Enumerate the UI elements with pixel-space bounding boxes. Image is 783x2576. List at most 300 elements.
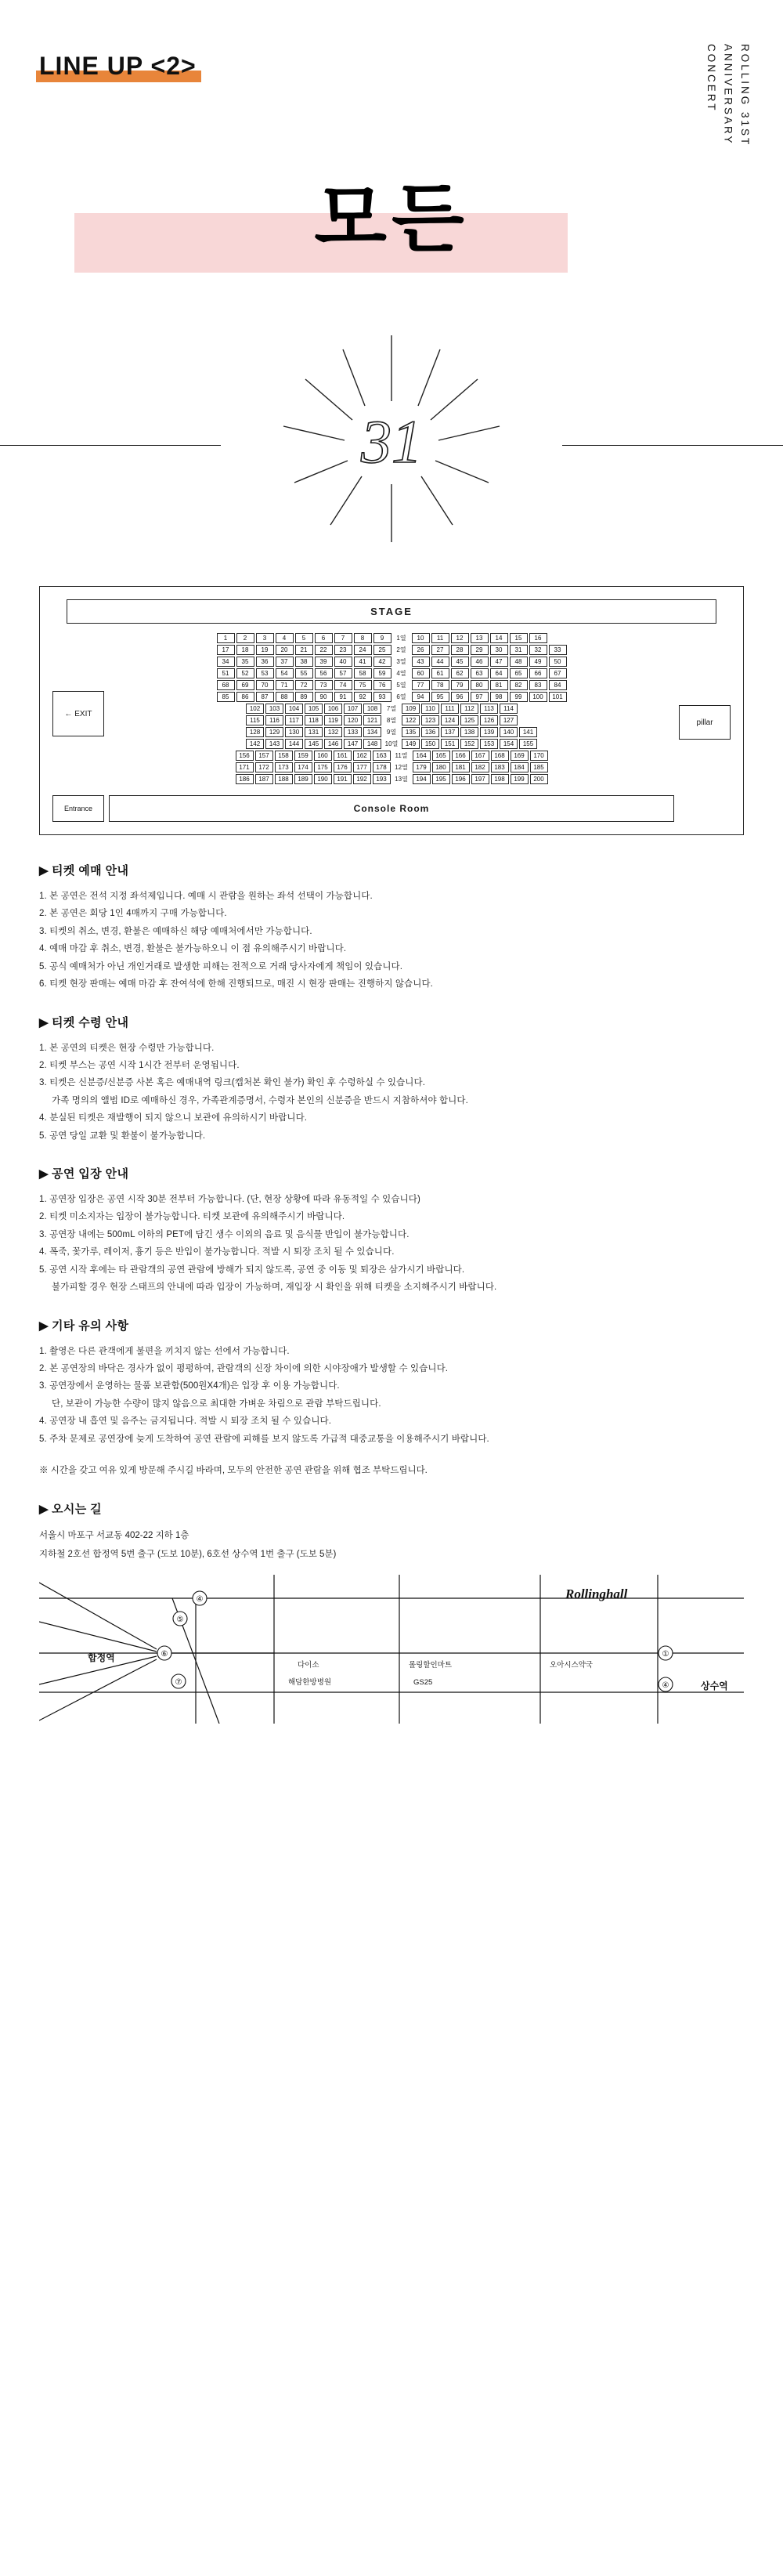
seat[interactable]: 136 [421,727,439,737]
row-label: 13열 [395,776,408,783]
section-entry-guide [39,1165,744,1297]
seat[interactable]: 148 [363,739,381,749]
seat[interactable]: 128 [246,727,264,737]
section-directions [39,1500,744,1564]
seat[interactable]: 197 [471,774,489,784]
seat[interactable]: 164 [413,751,431,761]
list-item: 3. 공연장에서 운영하는 물품 보관함(500원X4개)은 입장 후 이용 가능합니다. [39,1381,340,1391]
seat[interactable]: 157 [255,751,273,761]
seat[interactable]: 46 [471,657,489,667]
seat[interactable]: 194 [413,774,431,784]
list-item: 단, 보관이 가능한 수량이 많지 않음으로 최대한 가벼운 차림으로 관람 부탁드립니다. [52,1398,381,1409]
seat[interactable]: 163 [373,751,391,761]
seat[interactable]: 127 [500,715,518,725]
seat[interactable]: 122 [402,715,420,725]
seat[interactable]: 70 [256,680,274,690]
seat[interactable]: 40 [334,657,352,667]
seat[interactable]: 16 [529,633,547,643]
list-item: 5. 주차 문제로 공연장에 늦게 도착하여 공연 관람에 피해를 보지 않도록 가급적 대중교통을 이용해주시기 바랍니다. [39,1434,489,1444]
svg-text:④: ④ [196,1594,204,1604]
row-label: 10열 [384,740,399,747]
seat[interactable]: 49 [529,657,547,667]
table-row [109,739,674,749]
seat[interactable]: 183 [491,762,509,772]
list-item: 3. 공연장 내에는 500mL 이하의 PET에 담긴 생수 이외의 음료 및 음식물 반입이 불가능합니다. [39,1229,410,1239]
seat[interactable]: 91 [334,692,352,702]
seat[interactable]: 6 [315,633,333,643]
seat[interactable]: 108 [363,704,381,714]
seat[interactable]: 99 [510,692,528,702]
triangle-right-icon: ▶ [39,1319,49,1333]
seat[interactable]: 79 [451,680,469,690]
page-title: 모든 [314,177,469,261]
section-heading-text: 티켓 예매 안내 [51,864,129,877]
seat[interactable]: 152 [460,739,478,749]
seat[interactable]: 37 [276,657,294,667]
seat[interactable]: 109 [402,704,420,714]
vertical-concert-title [702,44,753,185]
seat[interactable]: 124 [441,715,459,725]
seat[interactable]: 120 [344,715,362,725]
list-item: 3. 티켓의 취소, 변경, 환불은 예매하신 해당 예매처에서만 가능합니다. [39,926,312,936]
svg-text:⑤: ⑤ [176,1615,184,1624]
seat[interactable]: 62 [451,668,469,678]
seat[interactable]: 133 [344,727,362,737]
svg-text:⑥: ⑥ [161,1649,168,1659]
list-item: 1. 본 공연은 전석 지정 좌석제입니다. 예매 시 관람을 원하는 좌석 선택이 가능합니다. [39,892,373,901]
seat[interactable]: 193 [373,774,391,784]
seat[interactable]: 82 [510,680,528,690]
seat[interactable]: 60 [412,668,430,678]
seat[interactable]: 54 [276,668,294,678]
row-label: 3열 [396,658,406,665]
seat[interactable]: 65 [510,668,528,678]
seat[interactable]: 24 [354,645,372,655]
section-ticket-booking [39,862,744,993]
seat[interactable]: 35 [236,657,254,667]
seat[interactable]: 77 [412,680,430,690]
seat[interactable]: 97 [471,692,489,702]
row-label: 5열 [396,682,406,689]
seat[interactable]: 119 [324,715,342,725]
seat[interactable]: 43 [412,657,430,667]
seat[interactable]: 36 [256,657,274,667]
transit-line: 지하철 2호선 합정역 5번 출구 (도보 10분), 6호선 상수역 1번 출구 (도보 5분) [39,1549,337,1559]
seat[interactable]: 118 [305,715,323,725]
section-other-notes [39,1317,744,1449]
seat[interactable]: 175 [314,762,332,772]
seat[interactable]: 87 [256,692,274,702]
seat[interactable]: 158 [275,751,293,761]
row-label: 6열 [396,693,406,700]
seat[interactable]: 102 [246,704,264,714]
seat[interactable]: 81 [490,680,508,690]
seat[interactable]: 74 [334,680,352,690]
triangle-right-icon: ▶ [39,1502,49,1516]
seat[interactable]: 185 [530,762,548,772]
list-item: 1. 본 공연의 티켓은 현장 수령만 가능합니다. [39,1043,215,1053]
seat[interactable]: 115 [246,715,264,725]
row-label: 7열 [386,705,397,712]
seat[interactable]: 103 [265,704,283,714]
seat[interactable]: 50 [549,657,567,667]
seat[interactable]: 135 [402,727,420,737]
seat[interactable]: 10 [412,633,430,643]
svg-text:합정역: 합정역 [88,1652,115,1663]
seat[interactable]: 117 [285,715,303,725]
seat[interactable]: 55 [295,668,313,678]
seat[interactable]: 156 [236,751,254,761]
seat[interactable]: 116 [265,715,283,725]
seat[interactable]: 84 [549,680,567,690]
list-item: 불가피할 경우 현장 스태프의 안내에 따라 입장이 가능하며, 재입장 시 확인을 위해 티켓을 소지해주시기 바랍니다. [52,1283,497,1293]
seat[interactable]: 75 [354,680,372,690]
seat[interactable]: 69 [236,680,254,690]
seat[interactable]: 104 [285,704,303,714]
seat[interactable]: 105 [305,704,323,714]
section-heading [39,1317,744,1333]
seat[interactable]: 159 [294,751,312,761]
seat[interactable]: 189 [294,774,312,784]
list-item: 4. 폭죽, 꽃가루, 레이저, 흉기 등은 반입이 불가능합니다. 적발 시 퇴장 조치 될 수 있습니다. [39,1247,395,1257]
entrance-marker: Entrance [52,795,104,822]
seat[interactable]: 141 [519,727,537,737]
seat[interactable]: 90 [315,692,333,702]
section-heading-text: 오시는 길 [51,1502,103,1516]
seat[interactable]: 86 [236,692,254,702]
seat[interactable]: 53 [256,668,274,678]
seat[interactable]: 63 [471,668,489,678]
seat[interactable]: 126 [480,715,498,725]
seat[interactable]: 144 [285,739,303,749]
seat[interactable]: 93 [373,692,392,702]
list-item: 5. 공연 당일 교환 및 환불이 불가능합니다. [39,1131,206,1141]
seat[interactable]: 112 [460,704,478,714]
triangle-right-icon: ▶ [39,864,49,877]
seat[interactable]: 192 [353,774,371,784]
seat[interactable]: 195 [432,774,450,784]
row-label: 12열 [395,764,408,771]
seat[interactable]: 149 [402,739,420,749]
seat[interactable]: 172 [255,762,273,772]
console-room-label: Console Room [109,795,674,822]
seat[interactable]: 131 [305,727,323,737]
seat[interactable]: 181 [452,762,470,772]
divider-left [0,445,221,446]
seat[interactable]: 132 [324,727,342,737]
seat[interactable]: 200 [530,774,548,784]
seat[interactable]: 45 [451,657,469,667]
seat[interactable]: 38 [295,657,313,667]
seat[interactable]: 4 [276,633,294,643]
seat[interactable]: 33 [549,645,567,655]
svg-text:Rollinghall: Rollinghall [565,1586,628,1601]
list-item: 1. 공연장 입장은 공연 시작 30분 전부터 가능합니다. (단, 현장 상황에 따라 유동적일 수 있습니다) [39,1195,420,1205]
section-heading-text: 티켓 수령 안내 [51,1015,129,1029]
seat[interactable]: 8 [354,633,372,643]
seatmap [39,586,744,835]
seat[interactable]: 1 [217,633,235,643]
row-label: 2열 [396,646,406,653]
seat[interactable]: 121 [363,715,381,725]
seat[interactable]: 11 [431,633,449,643]
seat[interactable]: 9 [373,633,392,643]
seat[interactable]: 171 [236,762,254,772]
lineup-label: LINE UP <2> [36,50,201,84]
seat[interactable]: 72 [295,680,313,690]
row-label: 9열 [386,729,397,736]
seat[interactable]: 129 [265,727,283,737]
seat[interactable]: 18 [236,645,254,655]
list-item: 5. 공연 시작 후에는 타 관람객의 공연 관람에 방해가 되지 않도록, 공연 중 이동 및 퇴장은 삼가시기 바랍니다. [39,1264,465,1275]
seat[interactable]: 168 [491,751,509,761]
seat[interactable]: 107 [344,704,362,714]
seat[interactable]: 15 [510,633,528,643]
list-item: 1. 촬영은 다른 관객에게 불편을 끼치지 않는 선에서 가능합니다. [39,1346,290,1356]
seat[interactable]: 52 [236,668,254,678]
seat[interactable]: 166 [452,751,470,761]
seat[interactable]: 101 [549,692,567,702]
section-heading [39,1165,744,1181]
seat[interactable]: 184 [511,762,529,772]
section-heading-text: 공연 입장 안내 [51,1167,129,1181]
seat[interactable]: 111 [441,704,459,714]
seat[interactable]: 21 [295,645,313,655]
table-row [109,668,674,678]
anniversary-burst [0,329,783,564]
svg-text:상수역: 상수역 [701,1680,728,1691]
seat[interactable]: 41 [354,657,372,667]
seat[interactable]: 186 [236,774,254,784]
svg-text:①: ① [662,1649,669,1659]
table-row [109,692,674,702]
seat[interactable]: 179 [413,762,431,772]
seat[interactable]: 29 [471,645,489,655]
seat[interactable]: 12 [451,633,469,643]
seat[interactable]: 125 [460,715,478,725]
seat[interactable]: 47 [490,657,508,667]
list-item: 4. 예매 마감 후 취소, 변경, 환불은 불가능하오니 이 점 유의해주시기 바랍니다. [39,944,347,954]
seat[interactable]: 5 [295,633,313,643]
seat[interactable]: 106 [324,704,342,714]
svg-text:롤링할인마트: 롤링할인마트 [409,1660,453,1670]
list-item: 2. 티켓 부스는 공연 시작 1시간 전부터 운영됩니다. [39,1060,240,1070]
table-row [109,680,674,690]
seat[interactable]: 26 [412,645,430,655]
pillar-marker: pillar [679,705,731,740]
seat[interactable]: 96 [451,692,469,702]
seat[interactable]: 169 [511,751,529,761]
svg-text:GS25: GS25 [413,1677,433,1687]
seat[interactable]: 188 [275,774,293,784]
seat[interactable]: 199 [511,774,529,784]
seat[interactable]: 130 [285,727,303,737]
seat[interactable]: 20 [276,645,294,655]
seat[interactable]: 48 [510,657,528,667]
seat[interactable]: 143 [265,739,283,749]
seat[interactable]: 66 [529,668,547,678]
seat[interactable]: 160 [314,751,332,761]
table-row [109,633,674,643]
seat[interactable]: 64 [490,668,508,678]
lineup-badge [36,50,201,84]
seat[interactable]: 98 [490,692,508,702]
section-heading [39,1500,744,1517]
table-row [109,715,674,725]
list-item: 2. 본 공연은 회당 1인 4매까지 구매 가능합니다. [39,909,227,919]
seat[interactable]: 23 [334,645,352,655]
seat[interactable]: 83 [529,680,547,690]
seat[interactable]: 2 [236,633,254,643]
seat[interactable]: 191 [334,774,352,784]
seat[interactable]: 78 [431,680,449,690]
section-heading [39,862,744,878]
seat[interactable]: 134 [363,727,381,737]
seat[interactable]: 7 [334,633,352,643]
seat[interactable]: 177 [353,762,371,772]
seat[interactable]: 51 [217,668,235,678]
seat[interactable]: 89 [295,692,313,702]
seat[interactable]: 138 [460,727,478,737]
seat[interactable]: 155 [519,739,537,749]
table-row [109,751,674,761]
seat[interactable]: 58 [354,668,372,678]
svg-text:다이소: 다이소 [298,1660,319,1670]
divider-right [562,445,783,446]
seat[interactable]: 31 [510,645,528,655]
seat[interactable]: 57 [334,668,352,678]
svg-text:오아시스약국: 오아시스약국 [550,1660,594,1670]
list-item: 4. 공연장 내 흡연 및 음주는 금지됩니다. 적발 시 퇴장 조치 될 수 있습니다. [39,1416,332,1427]
svg-text:31: 31 [361,407,422,476]
closing-note: ※ 시간을 갖고 여유 있게 방문해 주시길 바라며, 모두의 안전한 공연 관람을 위해 협조 부탁드립니다. [39,1466,428,1476]
seat[interactable]: 139 [480,727,498,737]
section-ticket-pickup [39,1014,744,1145]
seat[interactable]: 180 [432,762,450,772]
vertical-title-line2: ANNIVERSARY CONCERT [705,44,734,146]
seat[interactable]: 196 [452,774,470,784]
seat[interactable]: 162 [353,751,371,761]
seat[interactable]: 13 [471,633,489,643]
seat[interactable]: 56 [315,668,333,678]
seat-rows [109,633,674,786]
seat[interactable]: 34 [217,657,235,667]
seat[interactable]: 137 [441,727,459,737]
seat[interactable]: 123 [421,715,439,725]
section-heading [39,1014,744,1030]
seat[interactable]: 151 [441,739,459,749]
seat[interactable]: 42 [373,657,392,667]
seat[interactable]: 113 [480,704,498,714]
seat[interactable]: 30 [490,645,508,655]
seat[interactable]: 71 [276,680,294,690]
seat[interactable]: 14 [490,633,508,643]
seat[interactable]: 142 [246,739,264,749]
seat[interactable]: 146 [324,739,342,749]
section-heading-text: 기타 유의 사항 [51,1319,129,1333]
row-label: 11열 [395,752,408,759]
poster-header [0,0,783,313]
seat[interactable]: 17 [217,645,235,655]
seat[interactable]: 145 [305,739,323,749]
table-row [109,645,674,655]
svg-text:④: ④ [662,1681,669,1690]
seat[interactable]: 190 [314,774,332,784]
table-row [109,727,674,737]
seat[interactable]: 92 [354,692,372,702]
seat[interactable]: 165 [432,751,450,761]
seat[interactable]: 27 [431,645,449,655]
seat[interactable]: 95 [431,692,449,702]
list-item: 5. 공식 예매처가 아닌 개인거래로 발생한 피해는 전적으로 거래 당사자에게 책임이 있습니다. [39,961,403,971]
seat[interactable]: 176 [334,762,352,772]
seat[interactable]: 44 [431,657,449,667]
seat[interactable]: 80 [471,680,489,690]
seat[interactable]: 85 [217,692,235,702]
table-row [109,657,674,667]
table-row [109,762,674,772]
seat[interactable]: 19 [256,645,274,655]
seat[interactable]: 182 [471,762,489,772]
seat[interactable]: 170 [530,751,548,761]
seat[interactable]: 68 [217,680,235,690]
seat[interactable]: 61 [431,668,449,678]
seat[interactable]: 59 [373,668,392,678]
row-label: 4열 [396,670,406,677]
seat[interactable]: 178 [373,762,391,772]
seat[interactable]: 167 [471,751,489,761]
seat[interactable]: 174 [294,762,312,772]
seat[interactable]: 161 [334,751,352,761]
seat[interactable]: 25 [373,645,392,655]
info-sections [39,862,744,1564]
seat[interactable]: 22 [315,645,333,655]
location-map [39,1575,744,1724]
list-item: 2. 티켓 미소지자는 입장이 불가능합니다. 티켓 보관에 유의해주시기 바랍니다. [39,1212,345,1222]
seat[interactable]: 88 [276,692,294,702]
seat[interactable]: 173 [275,762,293,772]
seat[interactable]: 39 [315,657,333,667]
list-item: 3. 티켓은 신분증/신분증 사본 혹은 예매내역 링크(캡처본 확인 불가) 확인 후 수령하실 수 있습니다. [39,1078,426,1088]
seat[interactable]: 73 [315,680,333,690]
table-row [109,774,674,784]
seat[interactable]: 3 [256,633,274,643]
seat[interactable]: 32 [529,645,547,655]
seat[interactable]: 140 [500,727,518,737]
seat[interactable]: 67 [549,668,567,678]
svg-text:⑦: ⑦ [175,1677,182,1687]
seat[interactable]: 187 [255,774,273,784]
seat[interactable]: 198 [491,774,509,784]
triangle-right-icon: ▶ [39,1015,49,1029]
seat[interactable]: 100 [529,692,547,702]
row-label: 1열 [396,635,406,642]
seat[interactable]: 154 [500,739,518,749]
seat[interactable]: 28 [451,645,469,655]
vertical-title-line1: ROLLING 31ST [739,44,751,147]
triangle-right-icon: ▶ [39,1167,49,1181]
list-item: 가족 명의의 앨범 ID로 예매하신 경우, 가족관계증명서, 수령자 본인의 신분증을 반드시 지참하셔야 합니다. [52,1095,468,1105]
seat[interactable]: 153 [480,739,498,749]
list-item: 6. 티켓 현장 판매는 예매 마감 후 잔여석에 한해 진행되므로, 매진 시 현장 판매는 진행하지 않습니다. [39,979,433,990]
address-line: 서울시 마포구 서교동 402-22 지하 1층 [39,1530,189,1540]
seat[interactable]: 94 [412,692,430,702]
seat[interactable]: 147 [344,739,362,749]
seat[interactable]: 150 [421,739,439,749]
seat[interactable]: 76 [373,680,392,690]
seat[interactable]: 110 [421,704,439,714]
seat[interactable]: 114 [500,704,518,714]
